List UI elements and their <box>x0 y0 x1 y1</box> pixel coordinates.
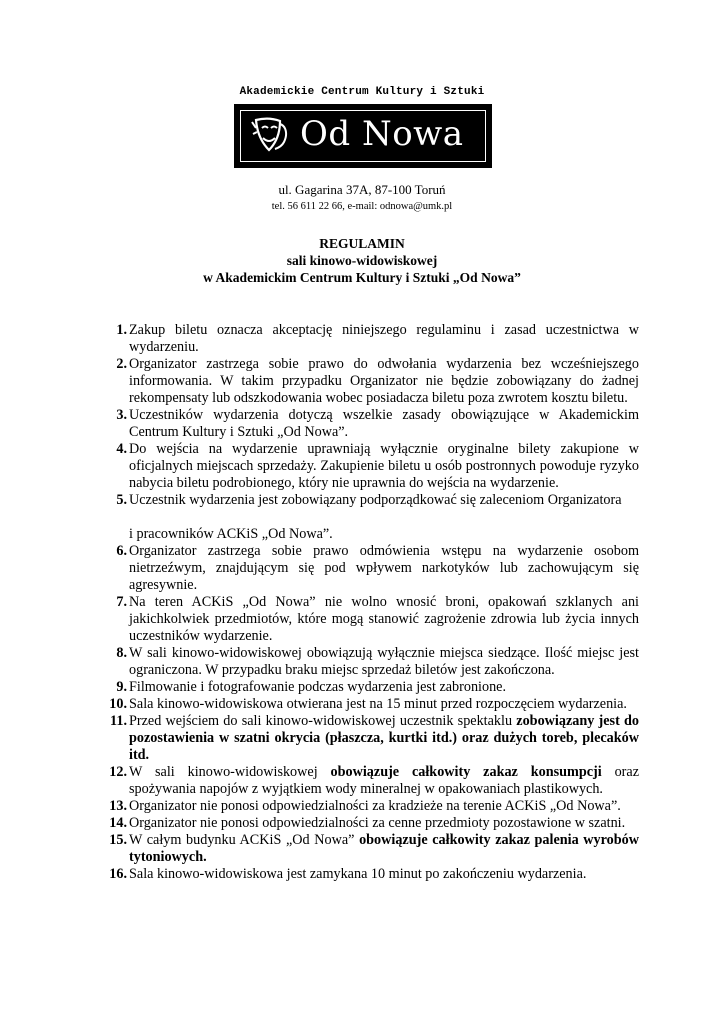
rule-item <box>103 713 639 764</box>
rule-item <box>103 356 639 407</box>
rule-number: 12. <box>109 764 127 780</box>
rule-text: Sala kinowo-widowiskowa otwierana jest na 15 minut przed rozpoczęciem wydarzenia. <box>129 696 627 712</box>
od-nowa-logo <box>234 104 492 168</box>
rule-number: 1. <box>116 322 127 338</box>
rule-text: W całym budynku ACKiS „Od Nowa” <box>129 832 360 848</box>
rule-number: 14. <box>109 815 127 831</box>
title-main: REGULAMIN <box>319 236 405 251</box>
rule-item <box>103 696 639 713</box>
rule-text-emphasis: obowiązuje całkowity zakaz palenia wyrobów tytoniowych. <box>129 832 639 865</box>
rule-text: Organizator zastrzega sobie prawo odmówienia wstępu na wydarzenie osobom nietrzeźwym, znajdującym się pod wpływem narkotyków lub zachowującym się agresywnie. <box>129 543 639 593</box>
rule-item <box>103 679 639 696</box>
rule-number: 10. <box>109 696 127 712</box>
institution-name: Akademickie Centrum Kultury i Sztuki <box>239 86 485 98</box>
rule-text: Uczestnik wydarzenia jest zobowiązany podporządkować się zaleceniom Organizatora <box>129 492 622 508</box>
rule-item <box>103 798 639 815</box>
rule-text-emphasis: obowiązuje całkowity zakaz konsumpcji <box>330 764 602 780</box>
title-subtitle-1: sali kinowo-widowiskowej <box>286 253 438 268</box>
rule-text-emphasis: zobowiązany jest do pozostawienia w szatni okrycia (płaszcza, kurtki itd.) oraz dużych toreb, plecaków itd. <box>129 713 639 763</box>
rule-item <box>103 764 639 798</box>
rule-item <box>103 543 639 594</box>
rule-text: Organizator nie ponosi odpowiedzialności za kradzieże na terenie ACKiS „Od Nowa”. <box>129 798 621 814</box>
rule-item <box>103 832 639 866</box>
rule-text: Sala kinowo-widowiskowa jest zamykana 10 minut po zakończeniu wydarzenia. <box>129 866 587 882</box>
rule-item <box>103 407 639 441</box>
rule-text: Zakup biletu oznacza akceptację niniejszego regulaminu i zasad uczestnictwa w wydarzeniu. <box>129 322 639 355</box>
rule-number: 13. <box>109 798 127 814</box>
rules-list <box>103 322 639 883</box>
logo-text: Od Nowa <box>300 114 464 154</box>
rule-text: W sali kinowo-widowiskowej obowiązują wyłącznie miejsca siedzące. Ilość miejsc jest ograniczona. W przypadku braku miejsc sprzedaż biletów jest zakończona. <box>129 645 639 678</box>
rule-text: Filmowanie i fotografowanie podczas wydarzenia jest zabronione. <box>129 679 507 695</box>
rule-text: Do wejścia na wydarzenie uprawniają wyłącznie oryginalne bilety zakupione w oficjalnych miejscach sprzedaży. Zakupienie biletu u osób postronnych powoduje ryzyko nabycia biletu podrobionego, który nie uprawnia do wejścia na wydarzenie. <box>129 441 639 491</box>
rule-number: 2. <box>116 356 127 372</box>
rule-item <box>103 322 639 356</box>
rule-text: Organizator zastrzega sobie prawo do odwołania wydarzenia bez wcześniejszego informowania. W takim przypadku Organizator nie będzie zobowiązany do żadnej rekompensaty lub odszkodowania wobec posiadacza biletu poza zwrotem kosztu biletu. <box>129 356 639 406</box>
rule-text: Przed wejściem do sali kinowo-widowiskowej uczestnik spektaklu <box>129 713 517 729</box>
rule-text-continued: i pracowników ACKiS „Od Nowa”. <box>129 526 333 542</box>
rule-number: 16. <box>109 866 127 882</box>
rule-number: 15. <box>109 832 127 848</box>
rule-item <box>103 866 639 883</box>
rule-number: 9. <box>116 679 127 695</box>
rule-item <box>103 815 639 832</box>
rule-text: Organizator nie ponosi odpowiedzialności za cenne przedmioty pozostawione w szatni. <box>129 815 626 831</box>
rule-item <box>103 441 639 492</box>
rule-item <box>103 645 639 679</box>
rule-item <box>103 492 639 543</box>
rule-number: 6. <box>116 543 127 559</box>
rule-text: Uczestników wydarzenia dotyczą wszelkie zasady obowiązujące w Akademickim Centrum Kultury i Sztuki „Od Nowa”. <box>129 407 639 440</box>
rule-number: 8. <box>116 645 127 661</box>
contact-info: tel. 56 611 22 66, e-mail: odnowa@umk.pl <box>271 201 453 212</box>
rule-item <box>103 594 639 645</box>
rule-number: 11. <box>110 713 127 729</box>
theatre-mask-icon <box>250 114 292 156</box>
rule-number: 3. <box>116 407 127 423</box>
rule-number: 4. <box>116 441 127 457</box>
title-subtitle-2: w Akademickim Centrum Kultury i Sztuki „Od Nowa” <box>203 270 521 285</box>
address: ul. Gagarina 37A, 87-100 Toruń <box>278 182 446 197</box>
rule-number: 7. <box>116 594 127 610</box>
rule-text: Na teren ACKiS „Od Nowa” nie wolno wnosić broni, opakowań szklanych ani jakichkolwiek przedmiotów, które mogą stanowić zagrożenie zdrowia lub życia innych uczestników wydarzenie. <box>129 594 639 644</box>
rule-text: W sali kinowo-widowiskowej <box>129 764 331 780</box>
rule-text-continued: oraz spożywania napojów z wyjątkiem wody mineralnej w opakowaniach plastikowych. <box>129 764 639 797</box>
rule-number: 5. <box>116 492 127 508</box>
document-title <box>0 235 724 286</box>
